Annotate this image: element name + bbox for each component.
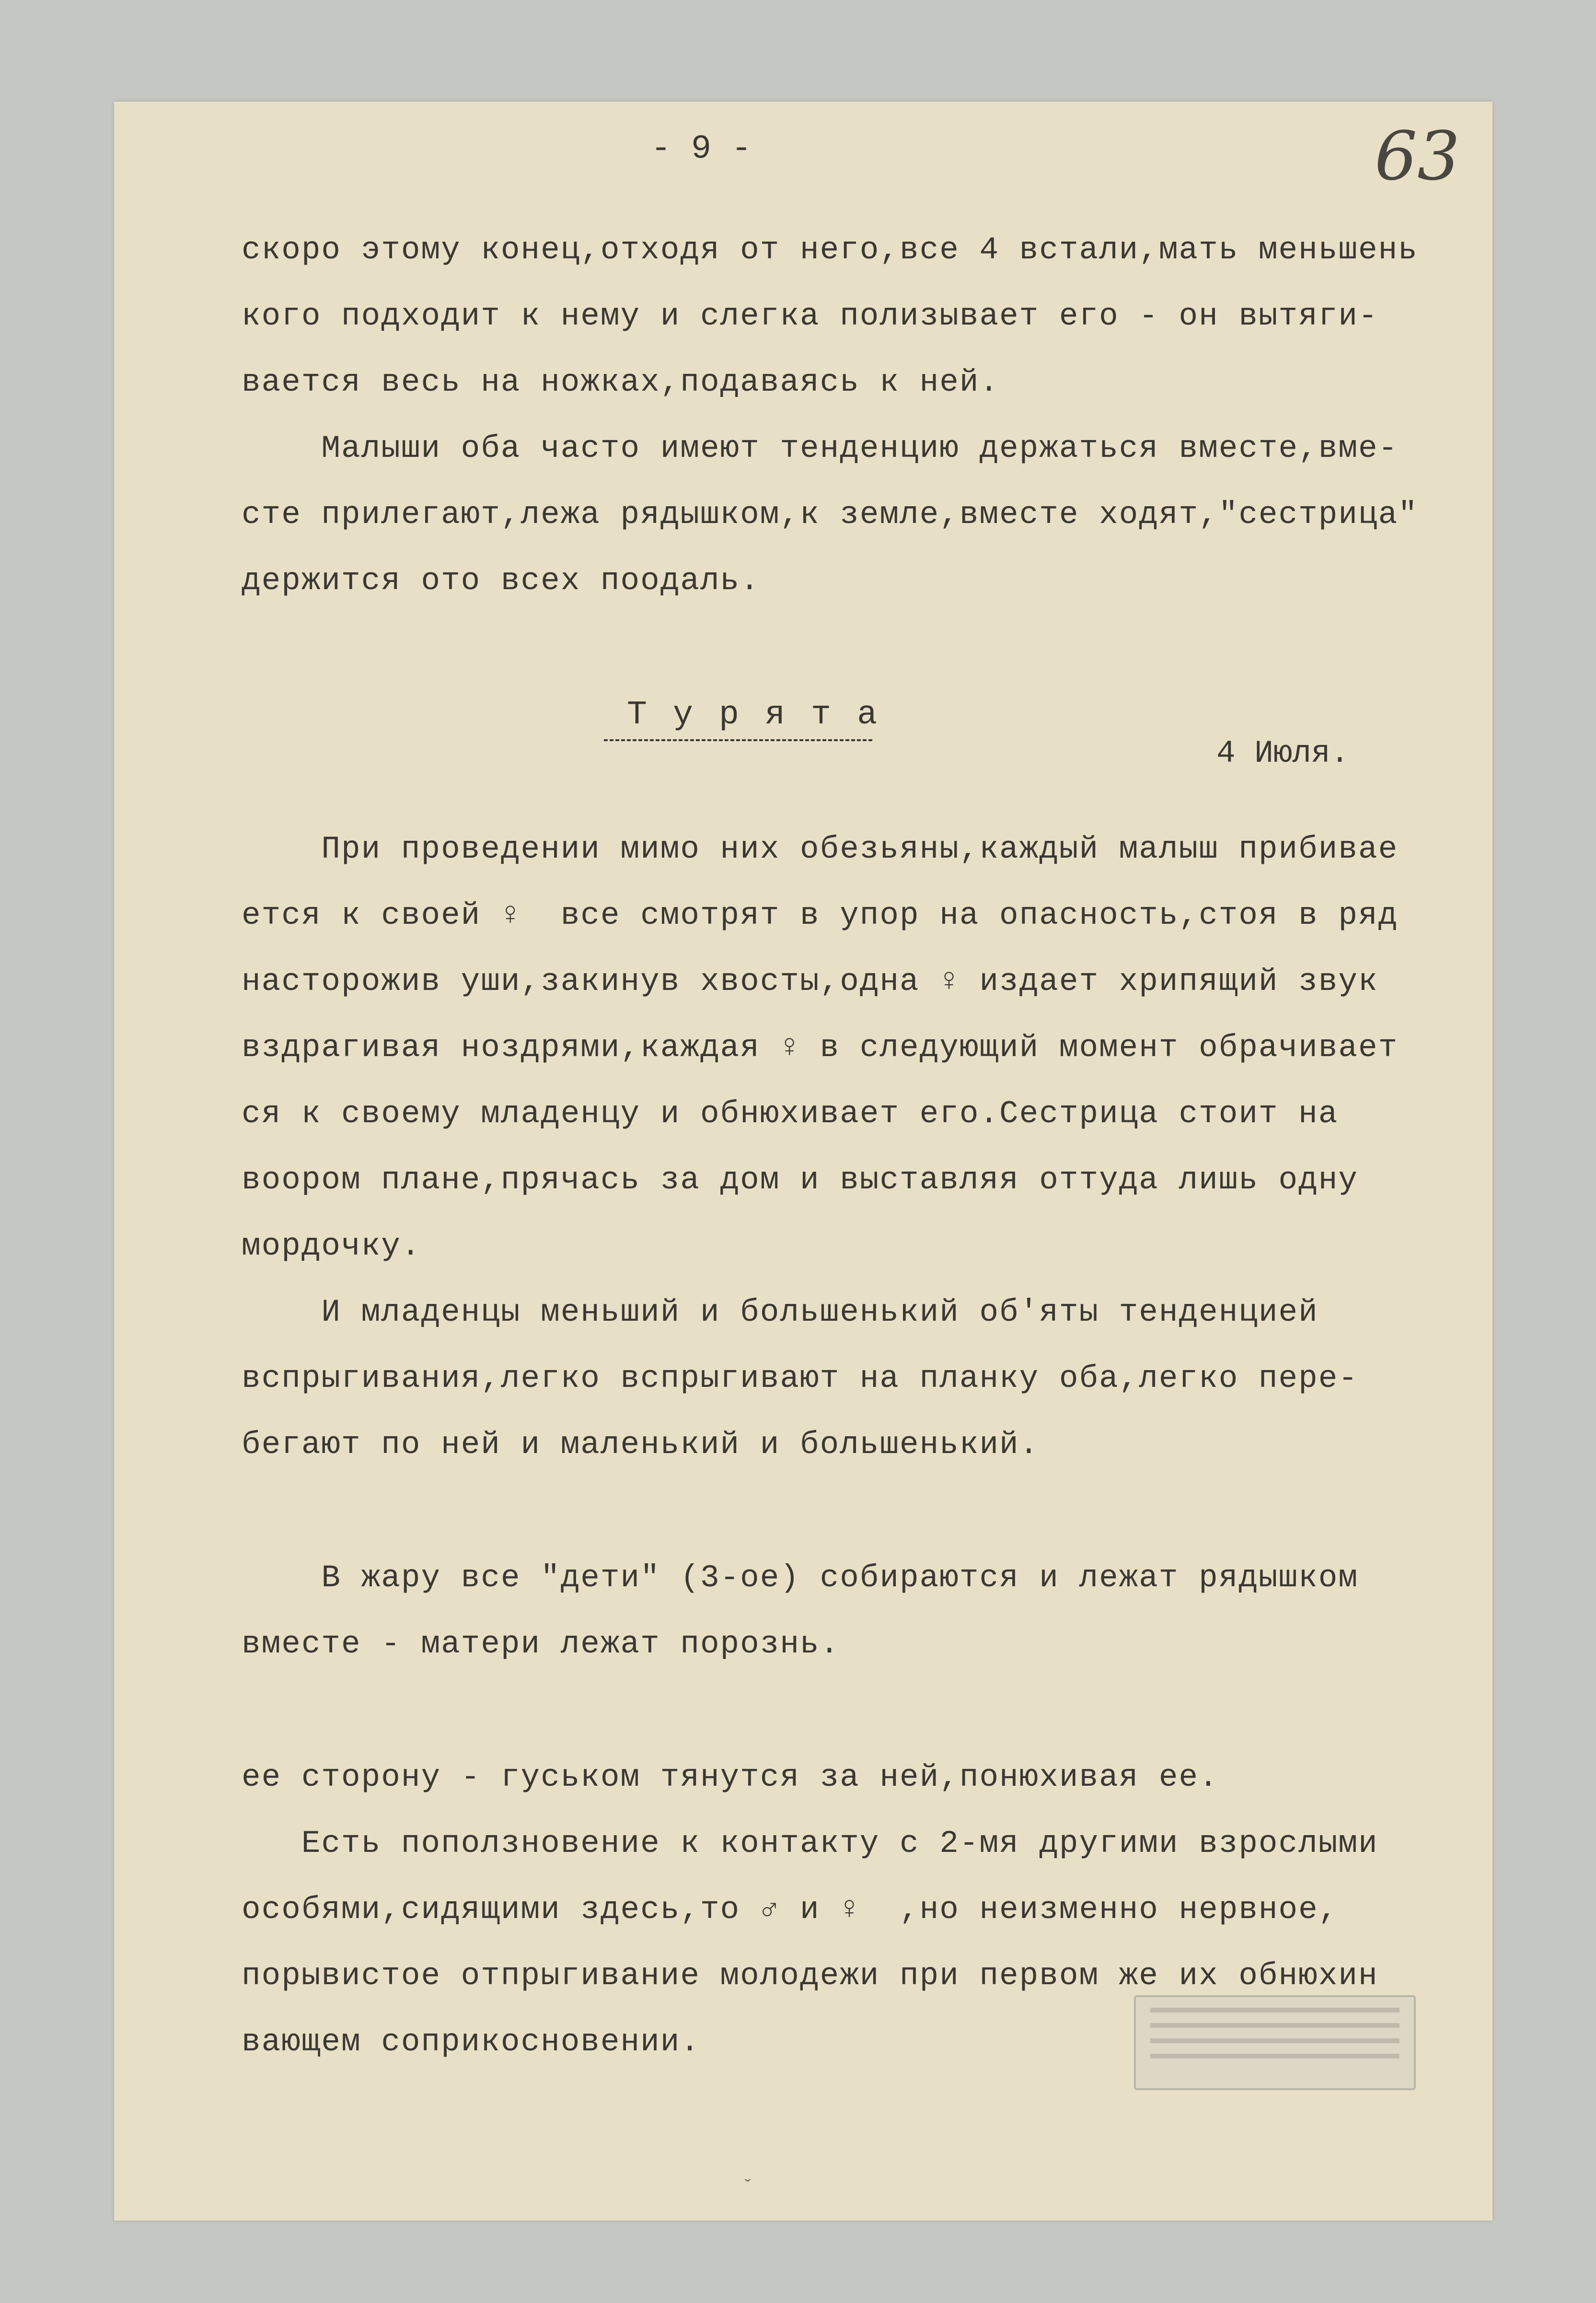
section-heading: Т у р я т а: [627, 696, 880, 734]
text-line: ся к своему младенцу и обнюхивает его.Сестрица стоит на: [242, 1096, 1339, 1132]
section-date: 4 Июля.: [1216, 735, 1350, 771]
text-line: мордочку.: [242, 1228, 421, 1264]
text-line: вздрагивая ноздрями,каждая ♀ в следующий момент обрачивает: [242, 1030, 1399, 1066]
text-line: Есть поползновение к контакту с 2-мя другими взрослыми: [242, 1826, 1378, 1861]
text-line: вается весь на ножках,подаваясь к ней.: [242, 364, 1000, 400]
page-number: - 9 -: [651, 130, 752, 168]
text-line: Малыши оба часто имеют тенденцию держаться вместе,вме-: [242, 430, 1399, 466]
text-line: держится ото всех поодаль.: [242, 563, 760, 599]
text-line: особями,сидящими здесь,то ♂ и ♀ ,но неизменно нервное,: [242, 1892, 1339, 1928]
archive-stamp: [1134, 1995, 1416, 2090]
text-line: И младенцы меньший и большенький об'яты тенденцией: [242, 1294, 1318, 1330]
stamp-line: [1150, 2054, 1399, 2059]
text-line: вместе - матери лежат порознь.: [242, 1626, 840, 1662]
text-line: вающем соприкосновении.: [242, 2024, 700, 2060]
stamp-line: [1150, 2038, 1399, 2043]
text-line: насторожив уши,закинув хвосты,одна ♀ издает хрипящий звук: [242, 964, 1378, 1000]
text-line: При проведении мимо них обезьяны,каждый малыш прибивае: [242, 831, 1399, 867]
text-line: ее сторону - гуськом тянутся за ней,понюхивая ее.: [242, 1759, 1219, 1795]
archive-folio-number: 63: [1375, 117, 1460, 196]
text-line: воором плане,прячась за дом и выставляя оттуда лишь одну: [242, 1162, 1358, 1198]
text-line: кого подходит к нему и слегка полизывает его - он вытяги-: [242, 298, 1378, 334]
document-page: [114, 102, 1492, 2221]
stamp-line: [1150, 2008, 1399, 2012]
text-line: вспрыгивания,легко вспрыгивают на планку оба,легко пере-: [242, 1361, 1358, 1396]
text-line: сте прилегают,лежа рядышком,к земле,вместе ходят,"сестрица": [242, 497, 1418, 533]
stamp-line: [1150, 2023, 1399, 2028]
text-line: порывистое отпрыгивание молодежи при первом же их обнюхин: [242, 1958, 1378, 1994]
text-line: скоро этому конец,отходя от него,все 4 встали,мать меньшень: [242, 232, 1418, 268]
text-line: В жару все "дети" (3-ое) собираются и лежат рядышком: [242, 1560, 1358, 1596]
text-line: бегают по ней и маленький и большенький.: [242, 1427, 1040, 1463]
pencil-mark: ˇ: [742, 2177, 754, 2199]
text-line: ется к своей ♀ все смотрят в упор на опасность,стоя в ряд: [242, 897, 1399, 933]
heading-underline: [604, 739, 872, 741]
